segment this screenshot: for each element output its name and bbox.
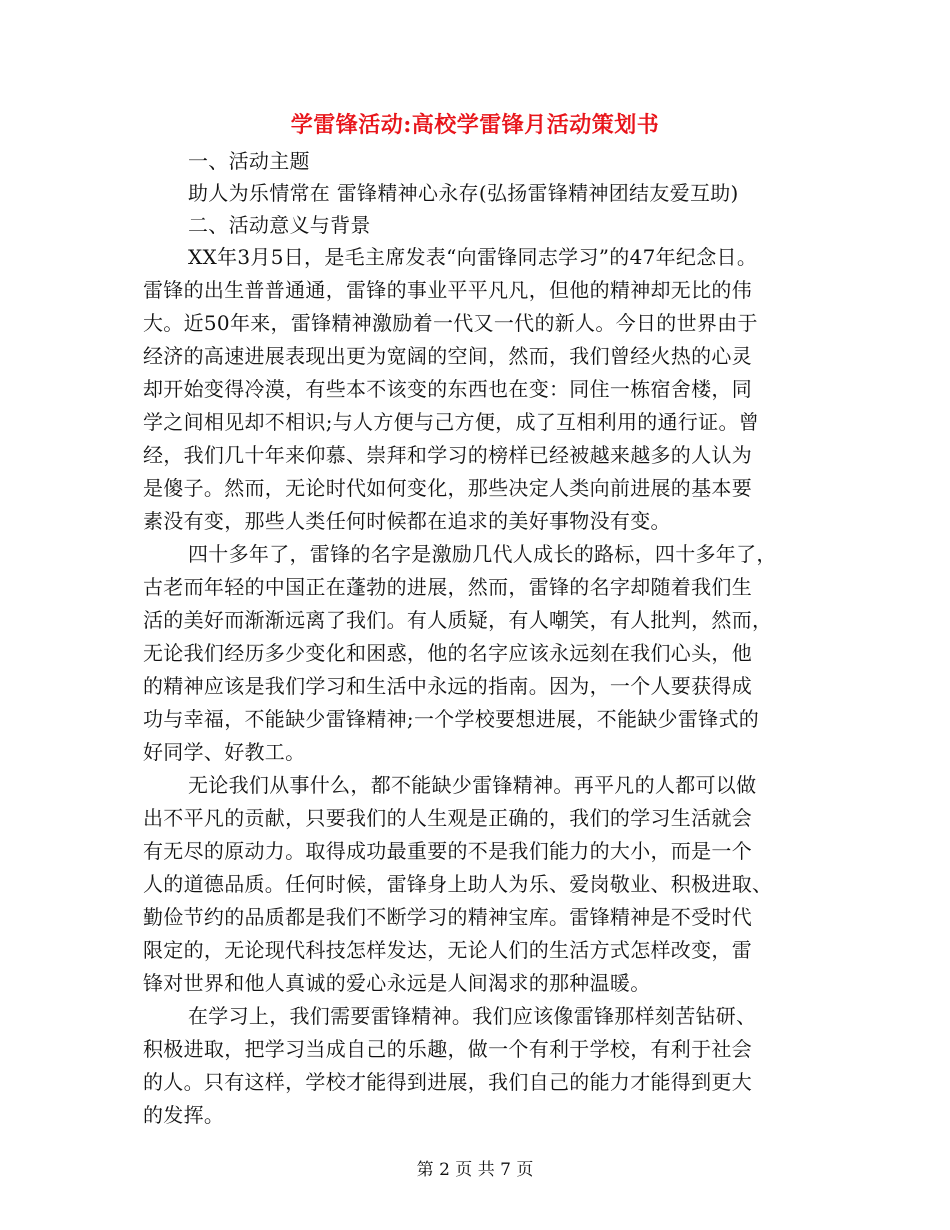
section-heading-background: 二、活动意义与背景 bbox=[188, 213, 371, 237]
paragraph-line: 在学习上，我们需要雷锋精神。我们应该像雷锋那样刻苦钻研、 bbox=[188, 1004, 757, 1028]
paragraph-line: 无论我们从事什么，都不能缺少雷锋精神。再平凡的人都可以做 bbox=[188, 773, 757, 797]
paragraph-line: 经，我们几十年来仰慕、崇拜和学习的榜样已经被越来越多的人认为 bbox=[143, 443, 752, 467]
paragraph-line: 古老而年轻的中国正在蓬勃的进展，然而，雷锋的名字却随着我们生 bbox=[143, 575, 752, 599]
paragraph-line: 有无尽的原动力。取得成功最重要的不是我们能力的大小，而是一个 bbox=[143, 839, 752, 863]
paragraph-line: 经济的高速进展表现出更为宽阔的空间，然而，我们曾经火热的心灵 bbox=[143, 344, 752, 368]
paragraph-line: 限定的，无论现代科技怎样发达，无论人们的生活方式怎样改变，雷 bbox=[143, 938, 752, 962]
paragraph-line: 的精神应该是我们学习和生活中永远的指南。因为，一个人要获得成 bbox=[143, 674, 752, 698]
paragraph-line: 锋对世界和他人真诚的爱心永远是人间渴求的那种温暖。 bbox=[143, 971, 651, 995]
paragraph-line: 的发挥。 bbox=[143, 1103, 225, 1127]
paragraph-line: 积极进取，把学习当成自己的乐趣，做一个有利于学校，有利于社会 bbox=[143, 1037, 752, 1061]
paragraph-line: 是傻子。然而，无论时代如何变化，那些决定人类向前进展的基本要 bbox=[143, 476, 752, 500]
paragraph-line: 人的道德品质。任何时候，雷锋身上助人为乐、爱岗敬业、积极进取、 bbox=[143, 872, 773, 896]
paragraph-line: 四十多年了，雷锋的名字是激励几代人成长的路标，四十多年了， bbox=[188, 542, 777, 566]
paragraph-line: 却开始变得冷漠，有些本不该变的东西也在变：同住一栋宿舍楼，同 bbox=[143, 377, 752, 401]
paragraph-line: 勤俭节约的品质都是我们不断学习的精神宝库。雷锋精神是不受时代 bbox=[143, 905, 752, 929]
paragraph-line: 出不平凡的贡献，只要我们的人生观是正确的，我们的学习生活就会 bbox=[143, 806, 752, 830]
paragraph-line: XX年3月5日，是毛主席发表“向雷锋同志学习”的47年纪念日。 bbox=[188, 245, 758, 269]
paragraph-line: 无论我们经历多少变化和困惑，他的名字应该永远刻在我们心头，他 bbox=[143, 641, 752, 665]
paragraph-line: 雷锋的出生普普通通，雷锋的事业平平凡凡，但他的精神却无比的伟 bbox=[143, 278, 752, 302]
paragraph-line: 素没有变，那些人类任何时候都在追求的美好事物没有变。 bbox=[143, 509, 671, 533]
document-title: 学雷锋活动:高校学雷锋月活动策划书 bbox=[290, 112, 660, 138]
paragraph-line: 的人。只有这样，学校才能得到进展，我们自己的能力才能得到更大 bbox=[143, 1070, 752, 1094]
page-number-footer: 第 2 页 共 7 页 bbox=[416, 1160, 534, 1180]
paragraph-line: 功与幸福，不能缺少雷锋精神;一个学校要想进展，不能缺少雷锋式的 bbox=[143, 707, 760, 731]
paragraph-line: 大。近50年来，雷锋精神激励着一代又一代的新人。今日的世界由于 bbox=[143, 311, 758, 335]
paragraph-line: 好同学、好教工。 bbox=[143, 740, 306, 764]
section-heading-theme: 一、活动主题 bbox=[188, 149, 310, 173]
paragraph-line: 助人为乐情常在 雷锋精神心永存(弘扬雷锋精神团结友爱互助) bbox=[188, 181, 739, 205]
paragraph-line: 学之间相见却不相识;与人方便与己方便，成了互相利用的通行证。曾 bbox=[143, 410, 760, 434]
paragraph-line: 活的美好而渐渐远离了我们。有人质疑，有人嘲笑，有人批判，然而， bbox=[143, 608, 773, 632]
